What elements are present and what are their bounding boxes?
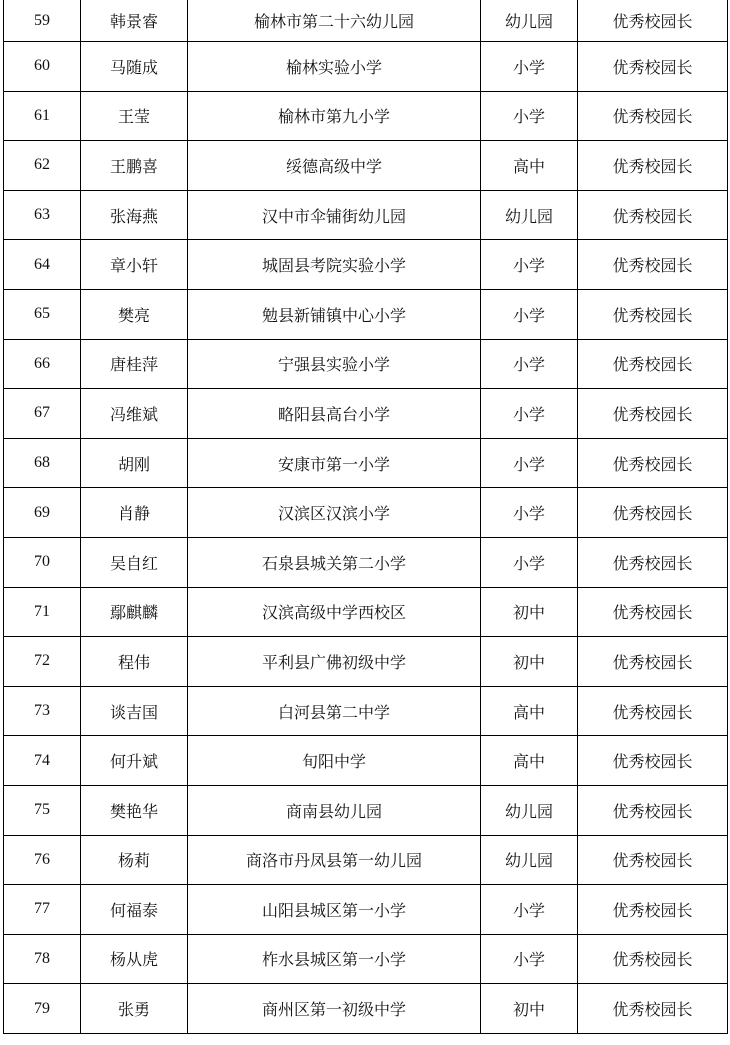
school-level: 小学 [481,438,578,488]
table-row [4,537,728,587]
school-level: 幼儿园 [481,0,578,42]
row-number: 63 [4,190,81,240]
school-name: 略阳县高台小学 [188,389,481,439]
row-number: 68 [4,438,81,488]
award-title: 优秀校园长 [578,885,728,935]
school-level: 小学 [481,339,578,389]
school-name: 商州区第一初级中学 [188,984,481,1034]
school-level: 小学 [481,934,578,984]
award-title: 优秀校园长 [578,537,728,587]
school-name: 榆林实验小学 [188,42,481,92]
school-name: 平利县广佛初级中学 [188,637,481,687]
person-name: 韩景睿 [81,0,188,42]
award-title: 优秀校园长 [578,785,728,835]
school-name: 城固县考院实验小学 [188,240,481,290]
table-row [4,91,728,141]
person-name: 杨莉 [81,835,188,885]
table-row [4,885,728,935]
row-number: 70 [4,537,81,587]
table-row [4,984,728,1034]
award-title: 优秀校园长 [578,0,728,42]
school-level: 小学 [481,389,578,439]
person-name: 肖静 [81,488,188,538]
school-level: 小学 [481,240,578,290]
award-title: 优秀校园长 [578,240,728,290]
school-name: 勉县新铺镇中心小学 [188,289,481,339]
row-number: 71 [4,587,81,637]
award-title: 优秀校园长 [578,91,728,141]
person-name: 樊艳华 [81,785,188,835]
table-row [4,339,728,389]
school-level: 幼儿园 [481,835,578,885]
row-number: 77 [4,885,81,935]
table-row [4,240,728,290]
award-title: 优秀校园长 [578,141,728,191]
school-level: 初中 [481,587,578,637]
table-row [4,835,728,885]
school-name: 商洛市丹凤县第一幼儿园 [188,835,481,885]
school-level: 小学 [481,885,578,935]
school-level: 高中 [481,736,578,786]
award-title: 优秀校园长 [578,637,728,687]
row-number: 60 [4,42,81,92]
row-number: 78 [4,934,81,984]
award-title: 优秀校园长 [578,488,728,538]
award-title: 优秀校园长 [578,42,728,92]
school-name: 山阳县城区第一小学 [188,885,481,935]
row-number: 73 [4,686,81,736]
person-name: 章小轩 [81,240,188,290]
row-number: 72 [4,637,81,687]
school-level: 小学 [481,289,578,339]
table-row [4,389,728,439]
award-title: 优秀校园长 [578,389,728,439]
school-name: 石泉县城关第二小学 [188,537,481,587]
person-name: 唐桂萍 [81,339,188,389]
person-name: 鄢麒麟 [81,587,188,637]
person-name: 何福泰 [81,885,188,935]
award-title: 优秀校园长 [578,190,728,240]
person-name: 王莹 [81,91,188,141]
table-row [4,934,728,984]
table-row [4,637,728,687]
table-row [4,438,728,488]
school-level: 幼儿园 [481,190,578,240]
person-name: 冯维斌 [81,389,188,439]
school-name: 宁强县实验小学 [188,339,481,389]
person-name: 张勇 [81,984,188,1034]
school-level: 高中 [481,686,578,736]
person-name: 程伟 [81,637,188,687]
person-name: 樊亮 [81,289,188,339]
table-row [4,488,728,538]
row-number: 67 [4,389,81,439]
school-level: 小学 [481,91,578,141]
row-number: 76 [4,835,81,885]
school-level: 初中 [481,637,578,687]
school-level: 小学 [481,488,578,538]
table-row [4,686,728,736]
person-name: 胡刚 [81,438,188,488]
school-name: 柞水县城区第一小学 [188,934,481,984]
table-row [4,42,728,92]
table-row [4,785,728,835]
award-title: 优秀校园长 [578,438,728,488]
person-name: 马随成 [81,42,188,92]
person-name: 张海燕 [81,190,188,240]
school-name: 白河县第二中学 [188,686,481,736]
row-number: 66 [4,339,81,389]
award-title: 优秀校园长 [578,934,728,984]
award-title: 优秀校园长 [578,984,728,1034]
school-name: 汉滨高级中学西校区 [188,587,481,637]
table-row [4,141,728,191]
person-name: 杨从虎 [81,934,188,984]
person-name: 吴自红 [81,537,188,587]
school-name: 榆林市第九小学 [188,91,481,141]
school-level: 高中 [481,141,578,191]
row-number: 79 [4,984,81,1034]
row-number: 61 [4,91,81,141]
school-name: 绥德高级中学 [188,141,481,191]
school-name: 汉滨区汉滨小学 [188,488,481,538]
person-name: 何升斌 [81,736,188,786]
row-number: 64 [4,240,81,290]
school-name: 商南县幼儿园 [188,785,481,835]
award-title: 优秀校园长 [578,835,728,885]
row-number: 65 [4,289,81,339]
row-number: 69 [4,488,81,538]
award-title: 优秀校园长 [578,289,728,339]
row-number: 74 [4,736,81,786]
table-row [4,289,728,339]
award-title: 优秀校园长 [578,686,728,736]
table-body [4,0,728,1033]
row-number: 75 [4,785,81,835]
school-name: 安康市第一小学 [188,438,481,488]
table-row [4,736,728,786]
award-title: 优秀校园长 [578,339,728,389]
school-level: 初中 [481,984,578,1034]
school-name: 旬阳中学 [188,736,481,786]
row-number: 62 [4,141,81,191]
person-name: 王鹏喜 [81,141,188,191]
table-row [4,190,728,240]
school-name: 汉中市伞铺街幼儿园 [188,190,481,240]
school-level: 小学 [481,537,578,587]
row-number: 59 [4,0,81,42]
person-name: 谈吉国 [81,686,188,736]
school-level: 幼儿园 [481,785,578,835]
award-title: 优秀校园长 [578,587,728,637]
school-name: 榆林市第二十六幼儿园 [188,0,481,42]
table-row [4,0,728,42]
award-title: 优秀校园长 [578,736,728,786]
award-list-table [3,0,728,1034]
school-level: 小学 [481,42,578,92]
table-row [4,587,728,637]
